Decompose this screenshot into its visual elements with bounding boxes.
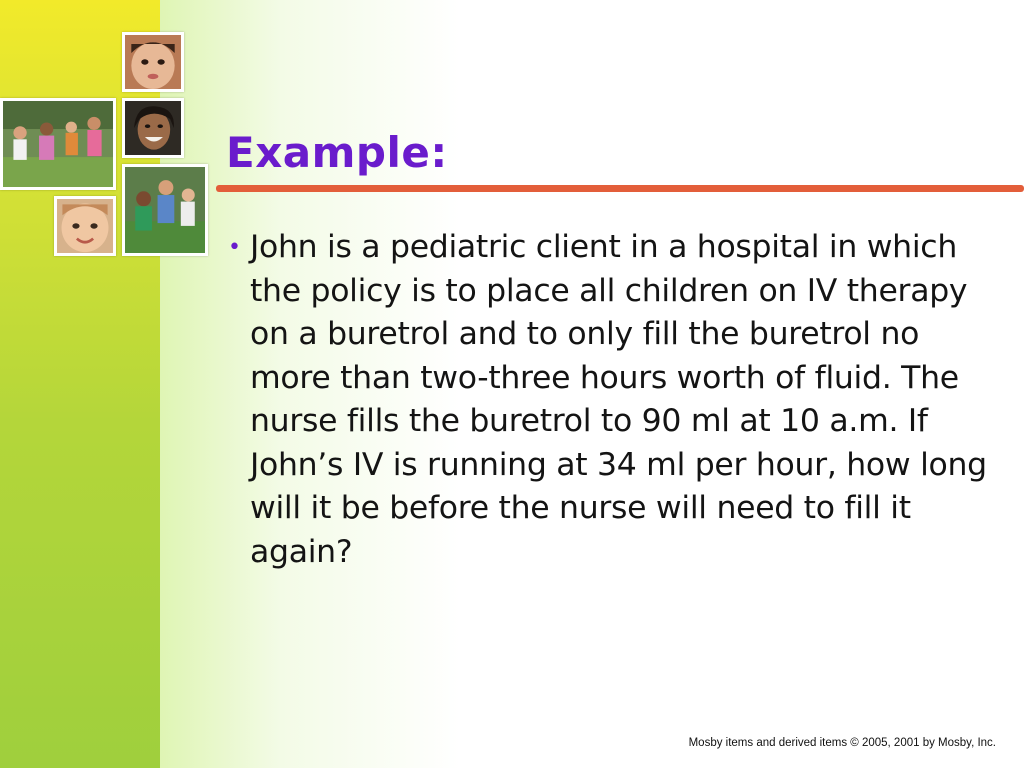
list-item [228,226,998,574]
children-playing-photo [0,98,116,190]
copyright-footer: Mosby items and derived items © 2005, 2001 by Mosby, Inc. [688,737,996,749]
infant-face-photo [54,196,116,256]
baby-face-photo [122,32,184,92]
bullet-text: John is a pediatric client in a hospital in which the policy is to place all children on IV therapy on a buretrol and to only fill the buretrol no more than two-three hours worth of fluid. The nurse fills the buretrol to 90 ml at 10 a.m. If John’s IV is running at 34 ml per hour, how long will it be before the nurse will need to fill it again? [250,229,987,570]
kids-outdoors-photo [122,164,208,256]
bullet-marker: • [228,235,241,260]
woman-smiling-photo [122,98,184,158]
bullet-list [228,226,998,574]
slide-title: Example: [226,128,448,177]
title-underline [216,185,1024,192]
